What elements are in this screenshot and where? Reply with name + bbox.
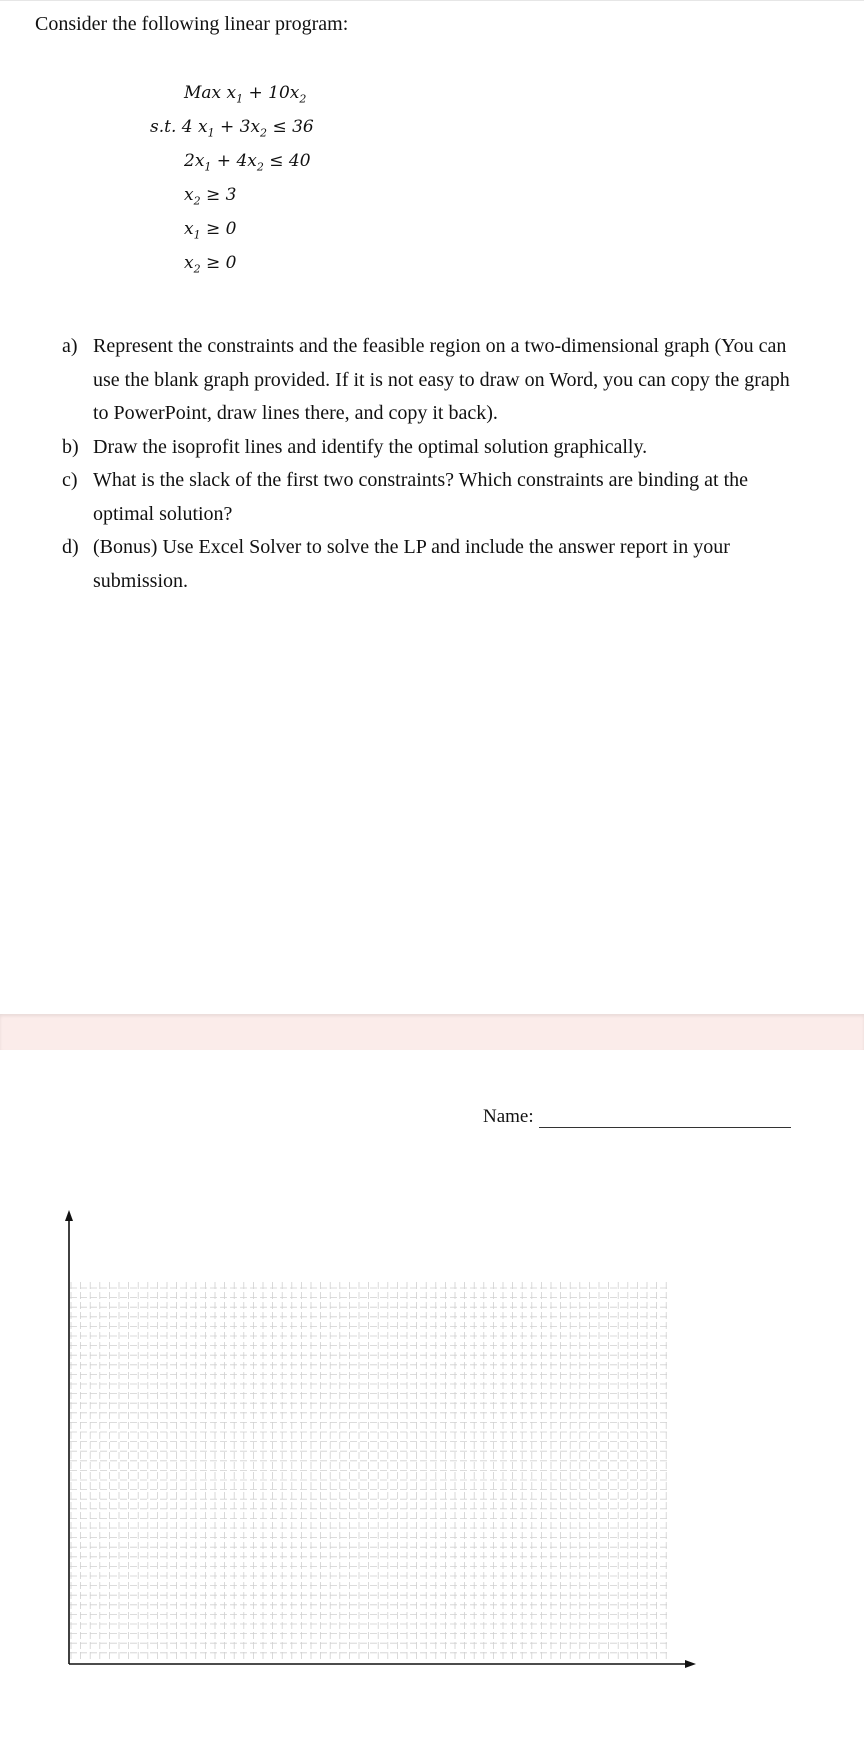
blank-graph[interactable]	[0, 1050, 864, 1752]
question-c	[62, 464, 802, 531]
question-d	[62, 531, 802, 598]
question-marker: b)	[62, 435, 79, 458]
constraint-3: $x_2 \ge 3$	[184, 185, 237, 208]
question-b	[62, 431, 802, 465]
objective-function: Max $x_1 + 10x_2$	[184, 83, 307, 106]
question-marker: c)	[62, 469, 78, 491]
graph-grid	[70, 1282, 668, 1662]
question-marker: a)	[62, 335, 78, 357]
name-label: Name:	[483, 1106, 534, 1127]
constraint-5: $x_2 \ge 0$	[184, 253, 237, 276]
constraint-4: $x_1 \ge 0$	[184, 219, 237, 242]
y-axis-arrow-icon	[65, 1210, 73, 1221]
document-page-2	[0, 1050, 864, 1752]
question-text: Draw the isoprofit lines and identify the optimal solution graphically.	[93, 435, 648, 458]
question-text: (Bonus) Use Excel Solver to solve the LP and include the answer report in your submission.	[93, 536, 730, 592]
question-text: What is the slack of the first two constraints? Which constraints are binding at the optimal solution?	[93, 469, 749, 525]
intro-text: Consider the following linear program:	[35, 13, 349, 35]
question-a	[62, 330, 802, 431]
question-list	[62, 330, 802, 598]
constraint-1: s.t. 4 $x_1 + 3x_2 \le 36$	[150, 117, 314, 140]
question-text: Represent the constraints and the feasible region on a two-dimensional graph (You can use the blank graph provided. If it is not easy to draw on Word, you can copy the graph to PowerPoint, draw lines there, and copy it back).	[93, 335, 790, 424]
question-marker: d)	[62, 536, 79, 558]
constraint-2: $2x_1 + 4x_2 \le 40$	[184, 151, 311, 174]
x-axis-arrow-icon	[685, 1660, 696, 1668]
page-separator	[0, 1014, 864, 1050]
